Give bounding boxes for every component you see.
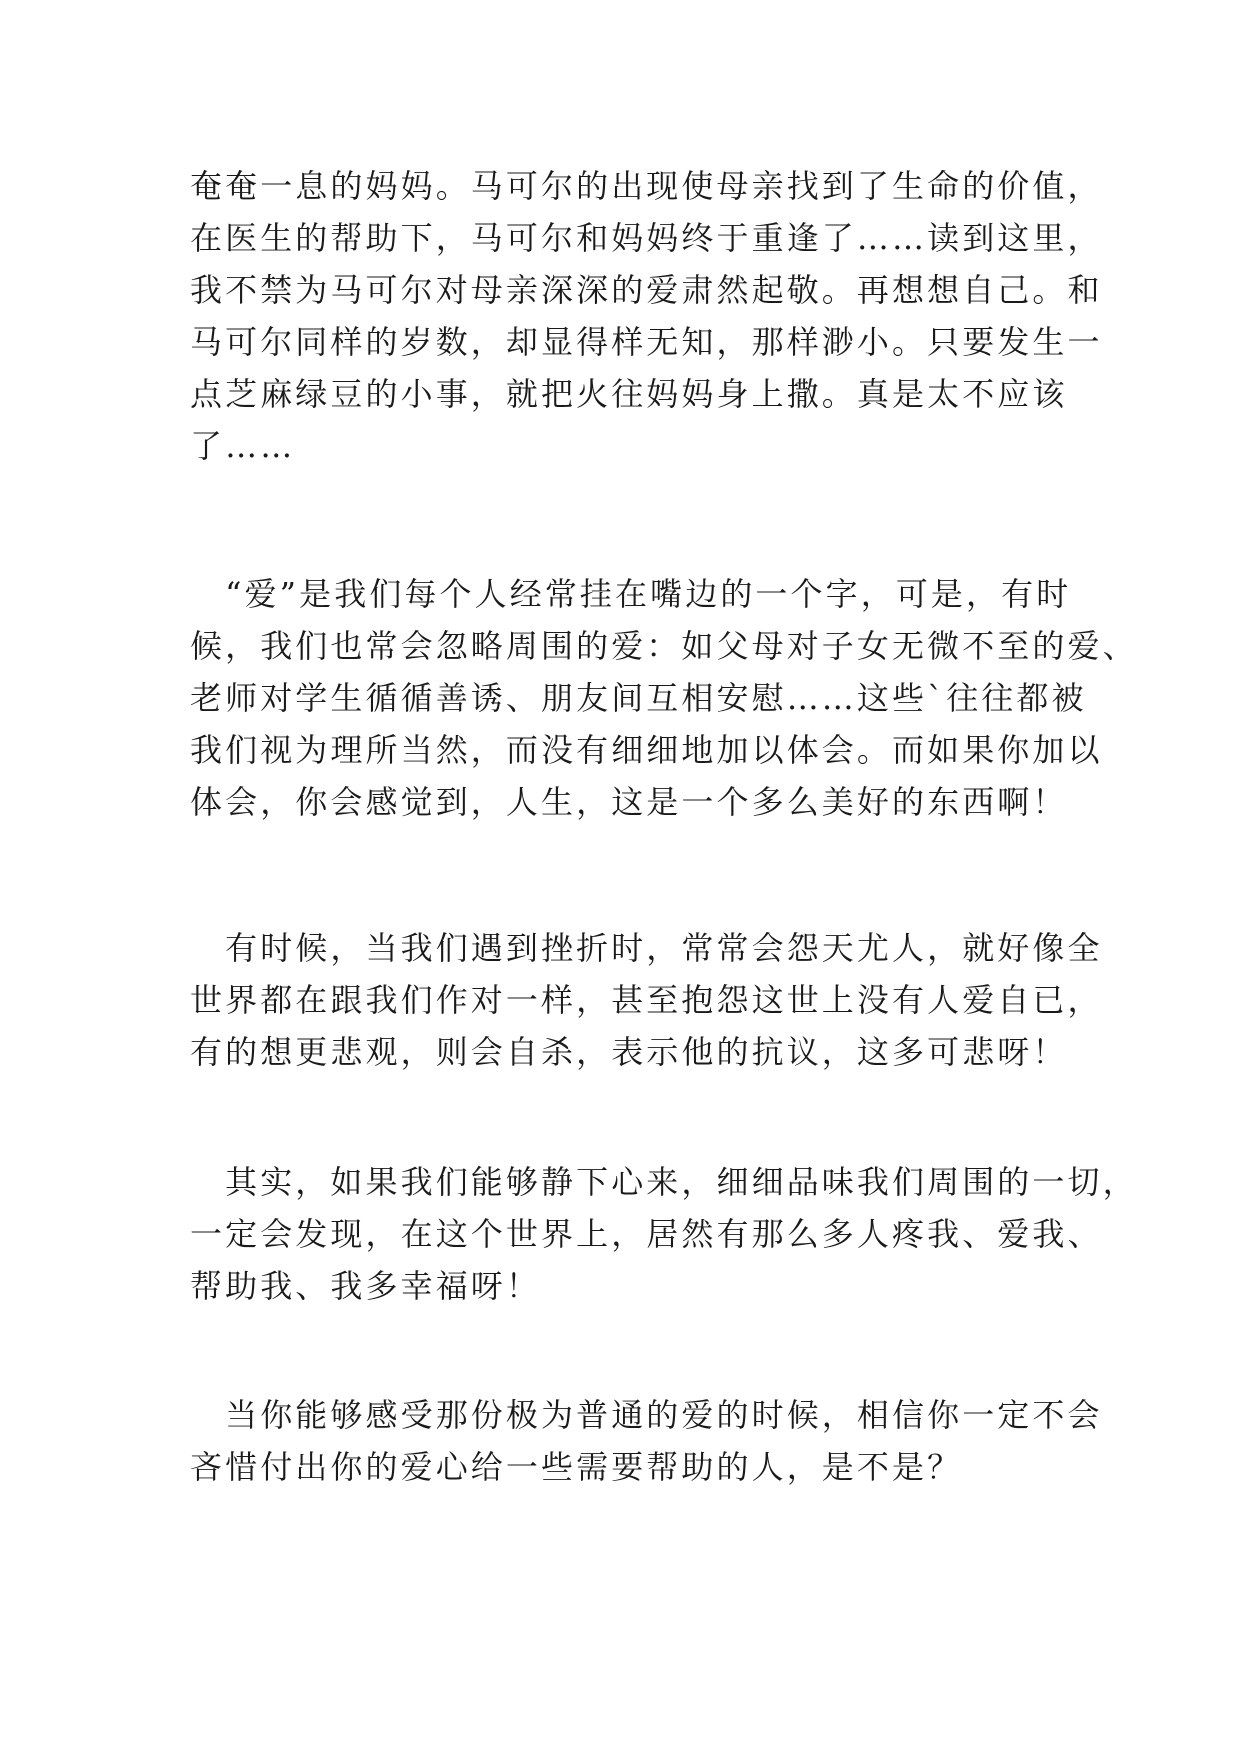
text-line: 奄奄一息的妈妈。马可尔的出现使母亲找到了生命的价值， <box>190 167 1103 205</box>
paragraph-3 <box>190 922 1103 1078</box>
paragraph-4 <box>190 1156 1138 1312</box>
text-line: 马可尔同样的岁数，却显得样无知，那样渺小。只要发生一 <box>190 323 1103 361</box>
text-line: 当你能够感受那份极为普通的爱的时候，相信你一定不会 <box>190 1396 1103 1434</box>
text-line: 其实，如果我们能够静下心来，细细品味我们周围的一切， <box>190 1163 1138 1201</box>
text-line: 帮助我、我多幸福呀！ <box>190 1267 542 1305</box>
text-line: 有的想更悲观，则会自杀，表示他的抗议，这多可悲呀！ <box>190 1033 1068 1071</box>
text-line: 一定会发现，在这个世界上，居然有那么多人疼我、爱我、 <box>190 1215 1103 1253</box>
text-line: 吝惜付出你的爱心给一些需要帮助的人，是不是？ <box>190 1448 963 1486</box>
text-line: 候，我们也常会忽略周围的爱：如父母对子女无微不至的爱、 <box>190 627 1138 665</box>
text-line: 我不禁为马可尔对母亲深深的爱肃然起敬。再想想自己。和 <box>190 271 1103 309</box>
text-line: 了…… <box>190 427 296 465</box>
paragraph-5 <box>190 1389 1103 1493</box>
paragraph-2 <box>190 568 1138 828</box>
paragraph-1 <box>190 160 1103 472</box>
text-line: 有时候，当我们遇到挫折时，常常会怨天尤人，就好像全 <box>190 929 1103 967</box>
text-line: 世界都在跟我们作对一样，甚至抱怨这世上没有人爱自已， <box>190 981 1103 1019</box>
text-line: 在医生的帮助下，马可尔和妈妈终于重逢了……读到这里， <box>190 219 1103 257</box>
text-line: “爱”是我们每个人经常挂在嘴边的一个字，可是，有时 <box>190 575 1072 613</box>
text-line: 体会，你会感觉到，人生，这是一个多么美好的东西啊！ <box>190 783 1068 821</box>
text-line: 点芝麻绿豆的小事，就把火往妈妈身上撒。真是太不应该 <box>190 375 1068 413</box>
text-line: 我们视为理所当然，而没有细细地加以体会。而如果你加以 <box>190 731 1103 769</box>
text-line: 老师对学生循循善诱、朋友间互相安慰……这些`往往都被 <box>190 679 1087 717</box>
